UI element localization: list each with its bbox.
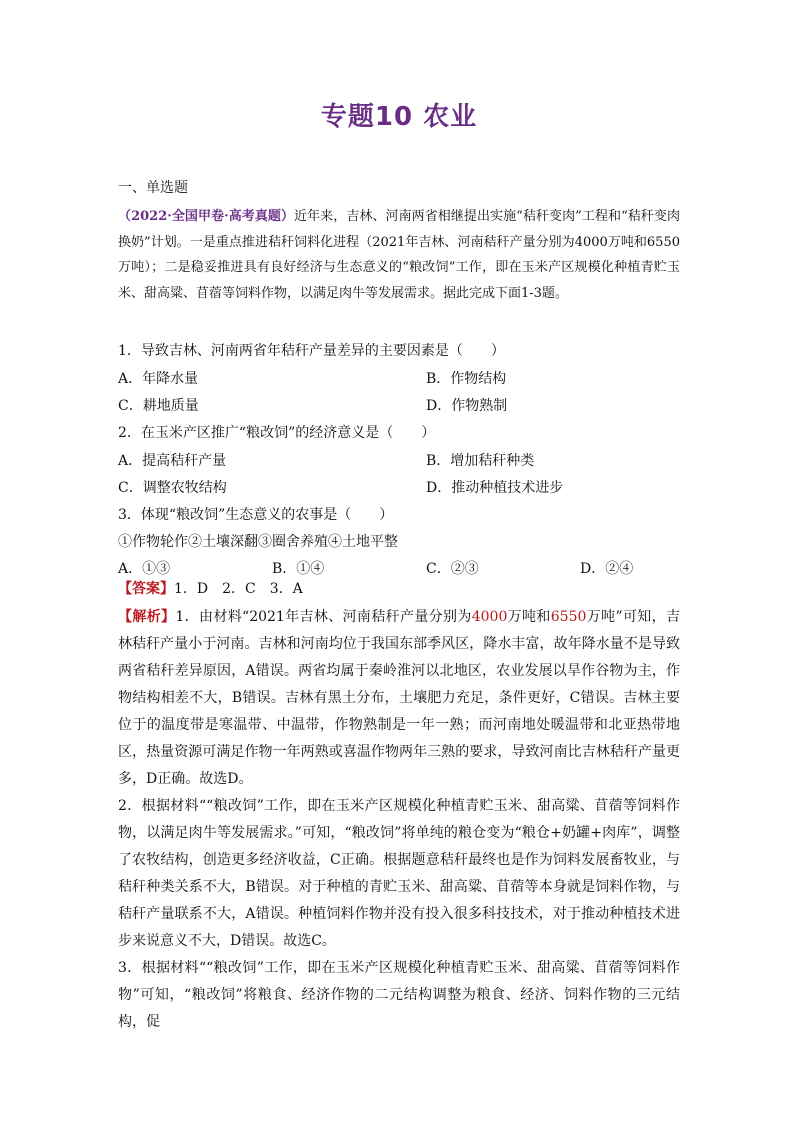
material-text: 近年来，吉林、河南两省相继提出实施“秸秆变肉”工程和“秸秆变肉换奶”计划。一是重点推进秸秆饲料化进程（2021年吉林、河南秸秆产量分别为4000万吨和6550万吨）；二是稳妥推进具有良好经济与生态意义的“粮改饲”工作，即在玉米产区规模化种植青贮玉米、甜高粱、苜蓿等饲料作物，以满足肉牛等发展需求。据此完成下面1-3题。 [118,209,680,301]
question-1-option-b: B．作物结构 [426,371,507,387]
analysis-p1-part-c: 万吨”可知，吉林秸秆产量小于河南。吉林和河南均位于我国东部季风区，降水丰富，故年降水量不是导致两省秸秆差异原因，A错误。两省均属于秦岭淮河以北地区，农业发展以旱作谷物为主，作物结构相差不大，B错误。吉林有黑土分布，土壤肥力充足，条件更好，C错误。吉林主要位于的温度带是寒温带、中温带，作物熟制是一年一熟；而河南地处暖温带和北亚热带地区，热量资源可满足作物一年两熟或喜温作物两年三熟的要求，导致河南比吉林秸秆产量更多，D正确。故选D。 [118,609,681,787]
question-1-stem: 1．导致吉林、河南两省年秸秆产量差异的主要因素是（ ） [118,343,505,359]
page-title: 专题10 农业 [320,102,478,132]
analysis-p1-part-a: 1．由材料“2021年吉林、河南秸秆产量分别为 [175,609,472,625]
question-material [118,204,680,306]
question-2-option-c: C．调整农牧结构 [118,480,227,496]
answer-text: 1．D 2．C 3．A [174,581,303,597]
analysis-paragraph-3: 3．根据材料““粮改饲”工作，即在玉米产区规模化种植青贮玉米、甜高粱、苜蓿等饲料作物”可知，“粮改饲”将粮食、经济作物的二元结构调整为粮食、经济、饲料作物的三元结构，促 [118,960,680,1030]
question-1-option-c: C．耕地质量 [118,398,199,414]
question-3-stem: 3．体现“粮改饲”生态意义的农事是（ ） [118,507,394,523]
question-3-option-c: C．②③ [426,561,479,577]
analysis-block [118,604,680,1036]
analysis-paragraph-2: 2．根据材料““粮改饲”工作，即在玉米产区规模化种植青贮玉米、甜高粱、苜蓿等饲料作物，以满足肉牛等发展需求。”可知，“粮改饲”将单纯的粮仓变为“粮仓+奶罐+肉库”，调整了农牧结构，创造更多经济收益，C正确。根据题意秸秆最终也是作为饲料发展畜牧业，与秸秆种类关系不大，B错误。对于种植的青贮玉米、甜高粱、苜蓿等本身就是饲料作物，与秸秆产量联系不大，A错误。种植饲料作物并没有投入很多科技技术，对于推动种植技术进步来说意义不大，D错误。故选C。 [118,798,680,949]
source-tag: （2022·全国甲卷·高考真题） [118,209,295,224]
section-heading: 一、单选题 [118,180,188,196]
analysis-p1-number-1: 4000 [471,609,508,625]
question-3-statements: ①作物轮作②土壤深翻③圈舍养殖④土地平整 [118,534,398,550]
answer-line [118,578,303,598]
analysis-p1-part-b: 万吨和 [507,609,551,625]
question-2-option-b: B．增加秸秆种类 [426,453,535,469]
analysis-label: 【解析】 [118,609,176,625]
question-2-stem: 2．在玉米产区推广“粮改饲”的经济意义是（ ） [118,425,436,441]
question-3-option-a: A．①③ [118,561,171,577]
question-3-option-b: B．①④ [272,561,325,577]
question-2-option-a: A．提高秸秆产量 [118,453,227,469]
question-1-option-d: D．作物熟制 [426,398,508,414]
analysis-p1-number-2: 6550 [550,609,587,625]
question-2-option-d: D．推动种植技术进步 [426,480,564,496]
answer-label: 【答案】 [118,581,174,597]
question-3-option-d: D．②④ [580,561,634,577]
question-1-option-a: A．年降水量 [118,371,199,387]
analysis-paragraph-1 [118,604,680,793]
